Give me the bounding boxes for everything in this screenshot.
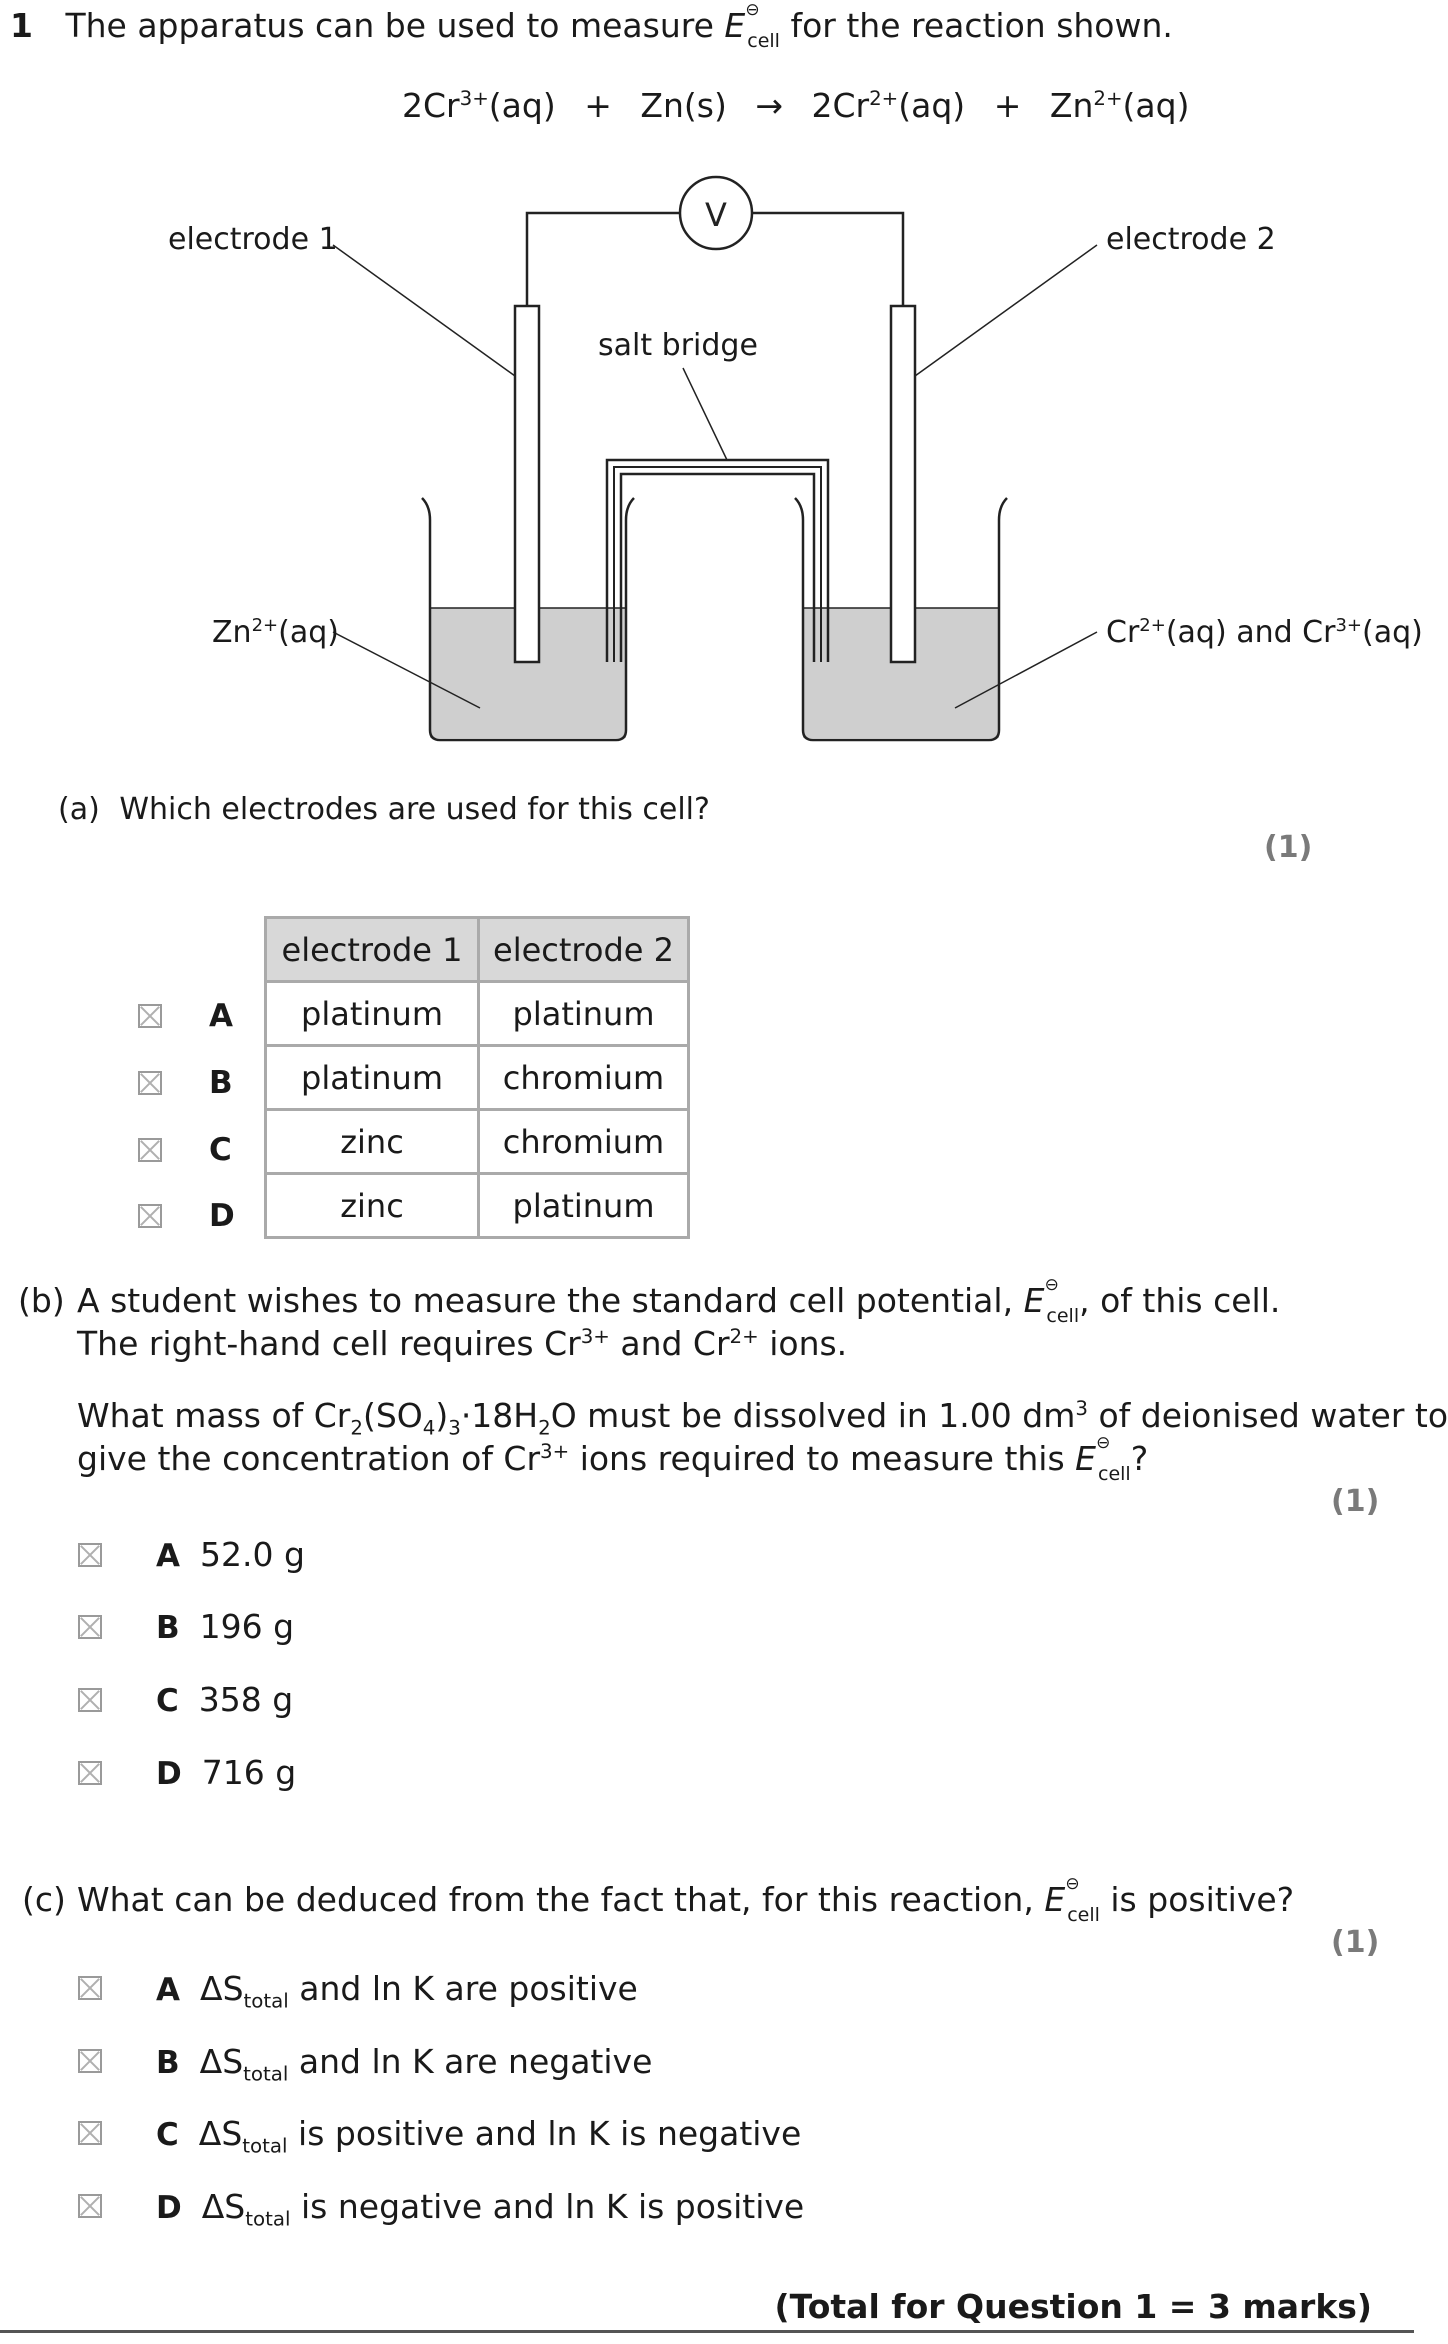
option-b-c: C 358 g xyxy=(156,1680,294,1719)
answer-checkbox-a-d[interactable] xyxy=(138,1204,162,1228)
bottom-rule xyxy=(0,2330,1414,2333)
reaction-equation: $2Cr^{3+}(aq) + Zn(s) \to 2Cr^{2+}(aq) + Zn^{2+}(aq)$ xyxy=(402,86,1190,125)
answer-checkbox-c-a[interactable] xyxy=(78,1976,102,2000)
question-intro: The apparatus can be used to measure xyxy=(65,6,714,45)
table-header-cell: electrode 1 xyxy=(266,918,479,982)
option-c-b: B $\Delta S_{total}$ and ln K are negative xyxy=(156,2042,653,2086)
part-a-marks: (1) xyxy=(1264,830,1313,865)
part-b-question-line2: give the concentration of $Cr^{3+}$ ions required to measure this E ⊖ $_{cell}$? xyxy=(77,1433,1149,1485)
part-b-label: (b) xyxy=(18,1281,65,1320)
electrode-2 xyxy=(891,306,915,662)
total-marks: (Total for Question 1 = 3 marks) xyxy=(774,2287,1372,2326)
salt-bridge-outer xyxy=(607,460,828,662)
answer-checkbox-c-d[interactable] xyxy=(78,2194,102,2218)
question-number: 1 xyxy=(10,6,33,45)
option-c-a: A $\Delta S_{total}$ and ln K are positive xyxy=(156,1969,638,2013)
option-b-d: D 716 g xyxy=(156,1753,297,1792)
electrode-table xyxy=(264,916,690,1239)
option-b-b: B 196 g xyxy=(156,1607,295,1646)
answer-checkbox-c-c[interactable] xyxy=(78,2121,102,2145)
answer-checkbox-a-a[interactable] xyxy=(138,1004,162,1028)
part-c-marks: (1) xyxy=(1331,1925,1380,1960)
part-a-question: (a) Which electrodes are used for this cell? xyxy=(58,792,710,827)
table-row: platinum platinum xyxy=(266,982,689,1046)
option-c-d: D $\Delta S_{total}$ is negative and ln K is positive xyxy=(156,2187,805,2231)
table-row: platinum chromium xyxy=(266,1046,689,1110)
table-header-cell: electrode 2 xyxy=(479,918,689,982)
question-intro-suffix: for the reaction shown. xyxy=(790,6,1173,45)
part-b-line1: A student wishes to measure the standard cell potential, E ⊖ $_{cell}$, of this cell. xyxy=(77,1275,1281,1327)
right-solution-label: $Cr^{2+}(aq)$ and $Cr^{3+}(aq)$ xyxy=(1106,615,1423,650)
option-b-a: A 52.0 g xyxy=(156,1535,305,1574)
salt-bridge-label: salt bridge xyxy=(598,328,758,363)
table-row: zinc chromium xyxy=(266,1110,689,1174)
option-c-c: C $\Delta S_{total}$ is positive and ln K is negative xyxy=(156,2114,802,2158)
answer-checkbox-a-b[interactable] xyxy=(138,1071,162,1095)
answer-checkbox-a-c[interactable] xyxy=(138,1138,162,1162)
option-letter: A xyxy=(209,998,233,1034)
answer-checkbox-b-b[interactable] xyxy=(78,1615,102,1639)
table-header-row xyxy=(266,918,689,982)
e-cell-symbol: E ⊖ $_{cell}$ xyxy=(724,0,780,52)
answer-checkbox-b-d[interactable] xyxy=(78,1761,102,1785)
electrode-2-label: electrode 2 xyxy=(1106,222,1276,257)
left-wire xyxy=(527,213,680,306)
electrode-1 xyxy=(515,306,539,662)
part-c-question: What can be deduced from the fact that, for this reaction, E ⊖ $_{cell}$ is positive? xyxy=(77,1874,1295,1926)
answer-checkbox-b-c[interactable] xyxy=(78,1688,102,1712)
part-b-marks: (1) xyxy=(1331,1484,1380,1519)
part-b-line2: The right-hand cell requires $Cr^{3+}$ and $Cr^{2+}$ ions. xyxy=(77,1324,848,1363)
part-c-label: (c) xyxy=(22,1880,66,1919)
part-b-question-line1: What mass of $Cr_2(SO_4)_3\cdot 18H_2O$ must be dissolved in 1.00 $dm^3$ of deionised water to xyxy=(77,1396,1448,1440)
left-solution-label: $Zn^{2+}(aq)$ xyxy=(212,615,339,650)
table-row: zinc platinum xyxy=(266,1174,689,1238)
voltmeter-label: V xyxy=(705,196,727,234)
answer-checkbox-c-b[interactable] xyxy=(78,2049,102,2073)
right-wire xyxy=(752,213,903,306)
answer-checkbox-b-a[interactable] xyxy=(78,1543,102,1567)
option-letter: C xyxy=(209,1132,232,1168)
option-letter: D xyxy=(209,1198,235,1234)
electrode-1-label: electrode 1 xyxy=(168,222,338,257)
option-letter: B xyxy=(209,1065,233,1101)
